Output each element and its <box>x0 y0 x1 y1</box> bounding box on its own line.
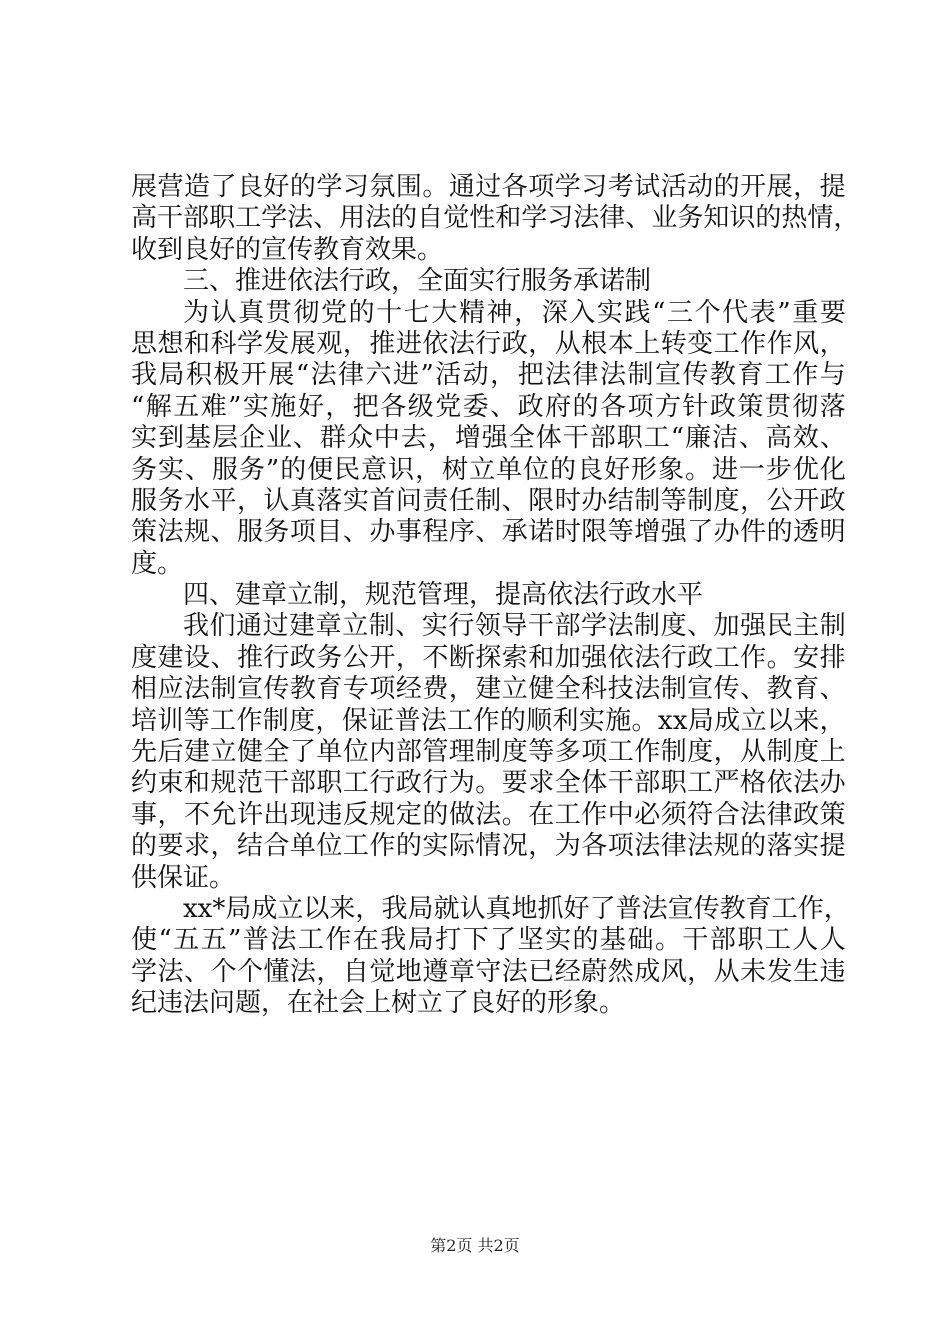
text-line: 策 法 规 、 服 务 项 目 、 办 事 程 序 、 承 诺 时 限 等 增 强 了 办 件 的 透 明 <box>131 517 846 548</box>
section-heading: 三、推进依法行政，全面实行服务承诺制 <box>183 266 652 297</box>
text-line: 服 务 水 平 ， 认 真 落 实 首 问 责 任 制 、 限 时 办 结 制 等 制 度 ， 公 开 政 <box>131 485 846 516</box>
text-line: 先 后 建 立 健 全 了 单 位 内 部 管 理 制 度 等 多 项 工 作 制 度 ， 从 制 度 上 <box>131 737 846 768</box>
text-line: 实 到 基 层 企 业 、 群 众 中 去 ， 增 强 全 体 干 部 职 工 “ 廉 洁 、 高 效 、 <box>131 423 846 454</box>
text-line: 收到良好的宣传教育效果。 <box>131 234 444 265</box>
text-line: 为 认 真 贯 彻 党 的 十 七 大 精 神 ， 深 入 实 践 “ 三 个 代 表 ” 重 要 <box>183 297 846 328</box>
text-line: 供保证。 <box>131 862 236 893</box>
text-line: 展 营 造 了 良 好 的 学 习 氛 围 。 通 过 各 项 学 习 考 试 活 动 的 开 展 ， 提 <box>131 172 846 202</box>
text-line: 相 应 法 制 宣 传 教 育 专 项 经 费 ， 建 立 健 全 科 技 法 制 宣 传 、 教 育 、 <box>131 674 846 705</box>
text-line: x x * 局 成 立 以 来 ， 我 局 就 认 真 地 抓 好 了 普 法 宣 传 教 育 工 作 ， <box>183 893 850 924</box>
text-line: 事 ， 不 允 许 出 现 违 反 规 定 的 做 法 。 在 工 作 中 必 须 符 合 法 律 政 策 <box>131 799 846 830</box>
text-line: 务 实 、 服 务 ” 的 便 民 意 识 ， 树 立 单 位 的 良 好 形 象 。 进 一 步 优 化 <box>131 454 846 485</box>
section-heading: 四、建章立制，规范管理，提高依法行政水平 <box>183 580 704 611</box>
text-line: 的 要 求 ， 结 合 单 位 工 作 的 实 际 情 况 ， 为 各 项 法 律 法 规 的 落 实 提 <box>131 831 846 862</box>
text-line: 我 们 通 过 建 章 立 制 、 实 行 领 导 干 部 学 法 制 度 、 加 强 民 主 制 <box>183 611 846 642</box>
text-line: 使 “ 五 五 ” 普 法 工 作 在 我 局 打 下 了 坚 实 的 基 础 。 干 部 职 工 人 人 <box>131 925 846 956</box>
page-number-footer: 第2页 共2页 <box>430 1236 520 1255</box>
document-body <box>131 172 860 1020</box>
text-line: 度 建 设 、 推 行 政 务 公 开 ， 不 断 探 索 和 加 强 依 法 行 政 工 作 。 安 排 <box>131 642 846 673</box>
text-line: 纪违法问题，在社会上树立了良好的形象。 <box>131 988 626 1019</box>
text-line: 培 训 等 工 作 制 度 ， 保 证 普 法 工 作 的 顺 利 实 施 。 x x 局 成 立 以 来 ， <box>131 705 846 736</box>
text-line: “ 解 五 难 ” 实 施 好 ， 把 各 级 党 委 、 政 府 的 各 项 方 针 政 策 贯 彻 落 <box>131 391 846 422</box>
text-line: 我 局 积 极 开 展 “ 法 律 六 进 ” 活 动 ， 把 法 律 法 制 宣 传 教 育 工 作 与 <box>131 360 846 391</box>
text-line: 度。 <box>131 548 184 579</box>
text-line: 高 干 部 职 工 学 法 、 用 法 的 自 觉 性 和 学 习 法 律 、 业 务 知 识 的 热 情 ， <box>131 203 860 234</box>
text-line: 约 束 和 规 范 干 部 职 工 行 政 行 为 。 要 求 全 体 干 部 职 工 严 格 依 法 办 <box>131 768 846 799</box>
text-line: 思 想 和 科 学 发 展 观 ， 推 进 依 法 行 政 ， 从 根 本 上 转 变 工 作 作 风 ， <box>131 328 846 359</box>
text-line: 学 法 、 个 个 懂 法 ， 自 觉 地 遵 章 守 法 已 经 蔚 然 成 风 ， 从 未 发 生 违 <box>131 956 846 987</box>
